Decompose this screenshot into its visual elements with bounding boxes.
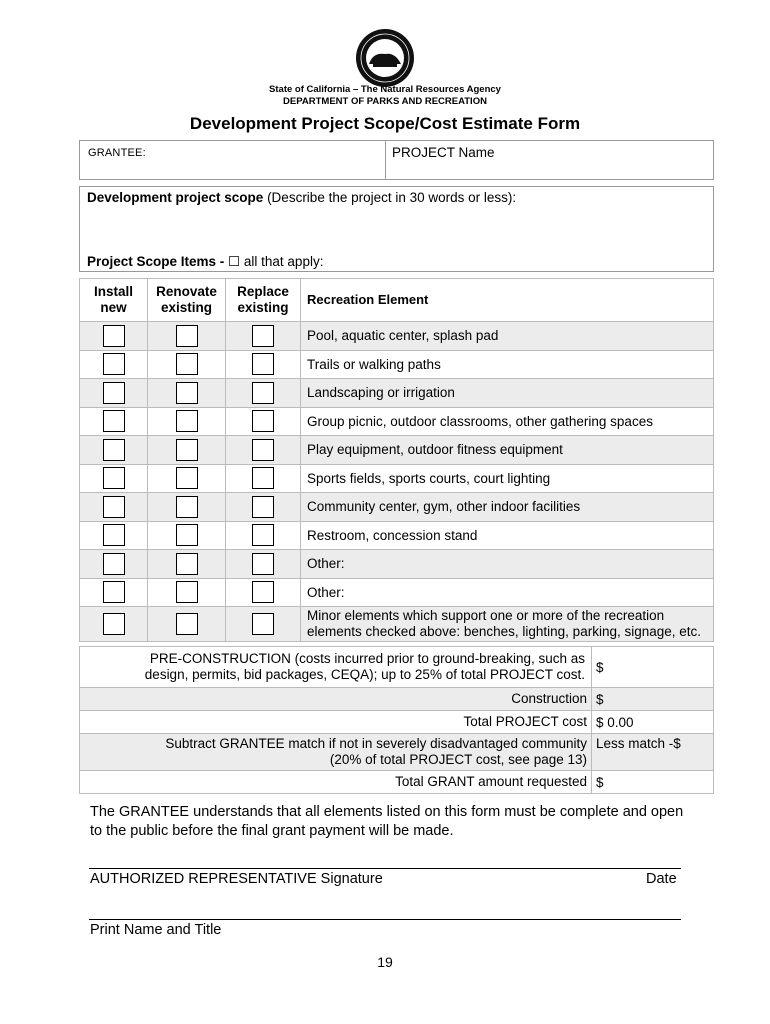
grantee-match-input[interactable]: Less match -$ xyxy=(592,734,714,771)
authorized-representative-label: AUTHORIZED REPRESENTATIVE Signature xyxy=(90,871,383,887)
table-row xyxy=(80,436,714,465)
table-row xyxy=(80,350,714,379)
replace-checkbox[interactable] xyxy=(252,467,274,489)
construction-row xyxy=(80,688,714,711)
replace-checkbox[interactable] xyxy=(252,410,274,432)
total-project-cost-value: $ 0.00 xyxy=(592,711,714,734)
recreation-element-label: Landscaping or irrigation xyxy=(301,379,714,408)
cost-estimate-table xyxy=(79,646,714,794)
scope-heading-rest: (Describe the project in 30 words or less): xyxy=(263,190,517,205)
replace-checkbox[interactable] xyxy=(252,581,274,603)
renovate-checkbox[interactable] xyxy=(176,410,198,432)
recreation-element-label: Community center, gym, other indoor facilities xyxy=(301,493,714,522)
install-checkbox[interactable] xyxy=(103,439,125,461)
grant-requested-input[interactable]: $ xyxy=(592,771,714,794)
project-name-label: PROJECT Name xyxy=(392,145,495,160)
grantee-match-row xyxy=(80,734,714,771)
install-checkbox[interactable] xyxy=(103,382,125,404)
recreation-element-label: Trails or walking paths xyxy=(301,350,714,379)
replace-checkbox[interactable] xyxy=(252,524,274,546)
replace-checkbox[interactable] xyxy=(252,553,274,575)
install-checkbox[interactable] xyxy=(103,613,125,635)
install-checkbox[interactable] xyxy=(103,410,125,432)
recreation-element-label: Pool, aquatic center, splash pad xyxy=(301,322,714,351)
scope-description-input[interactable] xyxy=(87,209,707,249)
table-row xyxy=(80,379,714,408)
renovate-checkbox[interactable] xyxy=(176,553,198,575)
department-name: DEPARTMENT OF PARKS AND RECREATION xyxy=(283,96,487,107)
table-row xyxy=(80,493,714,522)
install-checkbox[interactable] xyxy=(103,553,125,575)
grantee-match-label: Subtract GRANTEE match if not in severely disadvantaged community (20% of total PROJECT cost, see page 13) xyxy=(80,734,592,771)
recreation-element-label: Play equipment, outdoor fitness equipment xyxy=(301,436,714,465)
scope-heading-bold: Development project scope xyxy=(87,190,264,205)
renovate-checkbox[interactable] xyxy=(176,524,198,546)
renovate-checkbox[interactable] xyxy=(176,496,198,518)
table-row xyxy=(80,607,714,642)
signature-line[interactable] xyxy=(89,868,681,869)
construction-label: Construction xyxy=(80,688,592,711)
print-name-line[interactable] xyxy=(89,919,681,920)
scope-items-heading-bold: Project Scope Items - xyxy=(87,254,229,269)
renovate-checkbox[interactable] xyxy=(176,467,198,489)
table-row xyxy=(80,578,714,607)
items-table-header xyxy=(80,279,714,322)
replace-existing-header: Replace existing xyxy=(226,279,301,322)
print-name-title-label: Print Name and Title xyxy=(90,922,222,938)
install-checkbox[interactable] xyxy=(103,325,125,347)
table-row xyxy=(80,407,714,436)
grantee-project-box xyxy=(79,140,714,180)
install-checkbox[interactable] xyxy=(103,496,125,518)
scope-items-heading xyxy=(87,254,323,270)
preconstruction-label: PRE-CONSTRUCTION (costs incurred prior to ground-breaking, such as design, permits, bid packages, CEQA); up to 25% of total PROJECT cost. xyxy=(80,647,592,688)
renovate-checkbox[interactable] xyxy=(176,382,198,404)
install-checkbox[interactable] xyxy=(103,353,125,375)
construction-amount-input[interactable]: $ xyxy=(592,688,714,711)
table-row xyxy=(80,521,714,550)
total-project-cost-label: Total PROJECT cost xyxy=(80,711,592,734)
preconstruction-amount-input[interactable]: $ xyxy=(592,647,714,688)
install-checkbox[interactable] xyxy=(103,467,125,489)
grant-requested-label: Total GRANT amount requested xyxy=(80,771,592,794)
scope-items-heading-rest: ☐ all that apply: xyxy=(228,254,324,269)
install-new-header: Install new xyxy=(80,279,148,322)
recreation-element-label: Restroom, concession stand xyxy=(301,521,714,550)
renovate-existing-header: Renovate existing xyxy=(148,279,226,322)
table-row xyxy=(80,550,714,579)
project-scope-box xyxy=(79,186,714,272)
total-project-cost-row xyxy=(80,711,714,734)
recreation-element-label: Group picnic, outdoor classrooms, other gathering spaces xyxy=(301,407,714,436)
renovate-checkbox[interactable] xyxy=(176,439,198,461)
scope-items-table xyxy=(79,278,714,642)
grant-requested-row xyxy=(80,771,714,794)
agency-header xyxy=(0,84,770,108)
install-checkbox[interactable] xyxy=(103,581,125,603)
page-number: 19 xyxy=(377,954,393,970)
replace-checkbox[interactable] xyxy=(252,439,274,461)
recreation-element-label: Sports fields, sports courts, court lighting xyxy=(301,464,714,493)
form-title: Development Project Scope/Cost Estimate Form xyxy=(189,114,581,133)
renovate-checkbox[interactable] xyxy=(176,581,198,603)
preconstruction-row xyxy=(80,647,714,688)
grantee-label: GRANTEE: xyxy=(88,147,146,159)
california-state-parks-seal xyxy=(355,28,415,88)
other-element-input[interactable]: Other: xyxy=(301,550,714,579)
replace-checkbox[interactable] xyxy=(252,496,274,518)
project-name-field[interactable] xyxy=(386,141,713,179)
completion-statement: The GRANTEE understands that all elements listed on this form must be complete and open to the public before the final grant payment will be made. xyxy=(90,804,684,839)
renovate-checkbox[interactable] xyxy=(176,353,198,375)
replace-checkbox[interactable] xyxy=(252,353,274,375)
agency-name: State of California – The Natural Resources Agency xyxy=(269,84,501,95)
renovate-checkbox[interactable] xyxy=(176,325,198,347)
renovate-checkbox[interactable] xyxy=(176,613,198,635)
date-label: Date xyxy=(646,871,677,887)
table-row xyxy=(80,322,714,351)
replace-checkbox[interactable] xyxy=(252,613,274,635)
install-checkbox[interactable] xyxy=(103,524,125,546)
recreation-element-label: Minor elements which support one or more of the recreation elements checked above: benches, lighting, parking, signage, etc. xyxy=(301,607,714,642)
other-element-input[interactable]: Other: xyxy=(301,578,714,607)
replace-checkbox[interactable] xyxy=(252,382,274,404)
scope-heading xyxy=(87,190,516,205)
table-row xyxy=(80,464,714,493)
grantee-field[interactable] xyxy=(80,141,386,179)
recreation-element-header: Recreation Element xyxy=(301,279,714,322)
replace-checkbox[interactable] xyxy=(252,325,274,347)
